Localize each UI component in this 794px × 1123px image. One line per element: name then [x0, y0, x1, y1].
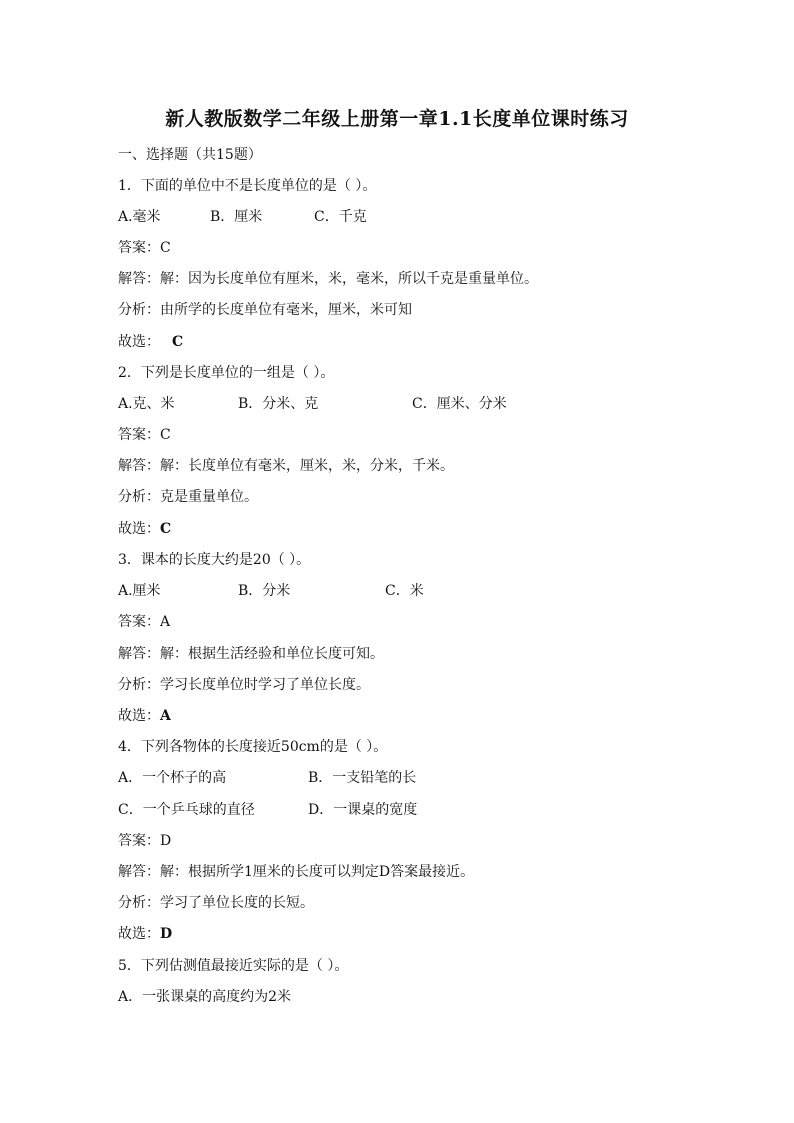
- q3-option-a: A.厘米: [118, 583, 161, 599]
- q4-option-d: D．一课桌的宽度: [308, 802, 418, 818]
- q1-option-b: B．厘米: [210, 209, 263, 225]
- q4-choice-letter: D: [160, 926, 173, 942]
- q5-stem: 5．下列估测值最接近实际的是（ ）。: [118, 958, 349, 974]
- q4-option-b: B．一支铅笔的长: [308, 770, 417, 786]
- q2-option-a: A.克、米: [118, 396, 175, 412]
- q1-option-a: A.毫米: [118, 209, 161, 225]
- q2-explanation: 解答：解：长度单位有毫米，厘米，米，分米，千米。: [118, 458, 454, 474]
- section-heading: 一、选择题（共15题）: [118, 147, 262, 163]
- q3-analysis: 分析：学习长度单位时学习了单位长度。: [118, 677, 370, 693]
- document-title: 新人教版数学二年级上册第一章1.1长度单位课时练习: [165, 108, 629, 130]
- q1-explanation: 解答：解：因为长度单位有厘米，米，毫米，所以千克是重量单位。: [118, 271, 538, 287]
- q2-analysis: 分析：克是重量单位。: [118, 489, 258, 505]
- q2-choice: [118, 520, 171, 538]
- q3-choice: [118, 707, 171, 725]
- q4-option-c: C．一个乒乓球的直径: [118, 802, 255, 818]
- q4-choice: [118, 925, 172, 943]
- q4-stem: 4．下列各物体的长度接近50cm的是（ ）。: [118, 739, 388, 755]
- q3-choice-prefix: 故选：: [118, 708, 160, 724]
- q1-choice-letter: C: [172, 334, 184, 350]
- q5-option-a: A．一张课桌的高度约为2米: [118, 989, 292, 1005]
- q1-analysis: 分析：由所学的长度单位有毫米，厘米，米可知: [118, 302, 412, 318]
- q4-option-a: A．一个杯子的高: [118, 770, 227, 786]
- q3-explanation: 解答：解：根据生活经验和单位长度可知。: [118, 646, 384, 662]
- q3-option-b: B．分米: [238, 583, 291, 599]
- q1-stem: 1．下面的单位中不是长度单位的是（ ）。: [118, 178, 377, 194]
- q2-option-b: B．分米、克: [238, 396, 319, 412]
- q2-option-c: C．厘米、分米: [412, 396, 507, 412]
- q1-choice: [118, 333, 183, 351]
- q2-answer: 答案：C: [118, 427, 171, 443]
- q2-stem: 2．下列是长度单位的一组是（ ）。: [118, 365, 335, 381]
- q3-option-c: C．米: [385, 583, 424, 599]
- q1-option-c: C．千克: [314, 209, 367, 225]
- q4-answer: 答案：D: [118, 833, 172, 849]
- q2-choice-prefix: 故选：: [118, 521, 160, 537]
- q1-answer: 答案：C: [118, 240, 171, 256]
- q1-choice-prefix: 故选：: [118, 334, 160, 350]
- q3-answer: 答案：A: [118, 614, 171, 630]
- q4-choice-prefix: 故选：: [118, 926, 160, 942]
- q2-choice-letter: C: [160, 521, 172, 537]
- q4-explanation: 解答：解：根据所学1厘米的长度可以判定D答案最接近。: [118, 864, 475, 880]
- q3-stem: 3．课本的长度大约是20（ ）。: [118, 552, 311, 568]
- q3-choice-letter: A: [160, 708, 171, 724]
- q4-analysis: 分析：学习了单位长度的长短。: [118, 895, 314, 911]
